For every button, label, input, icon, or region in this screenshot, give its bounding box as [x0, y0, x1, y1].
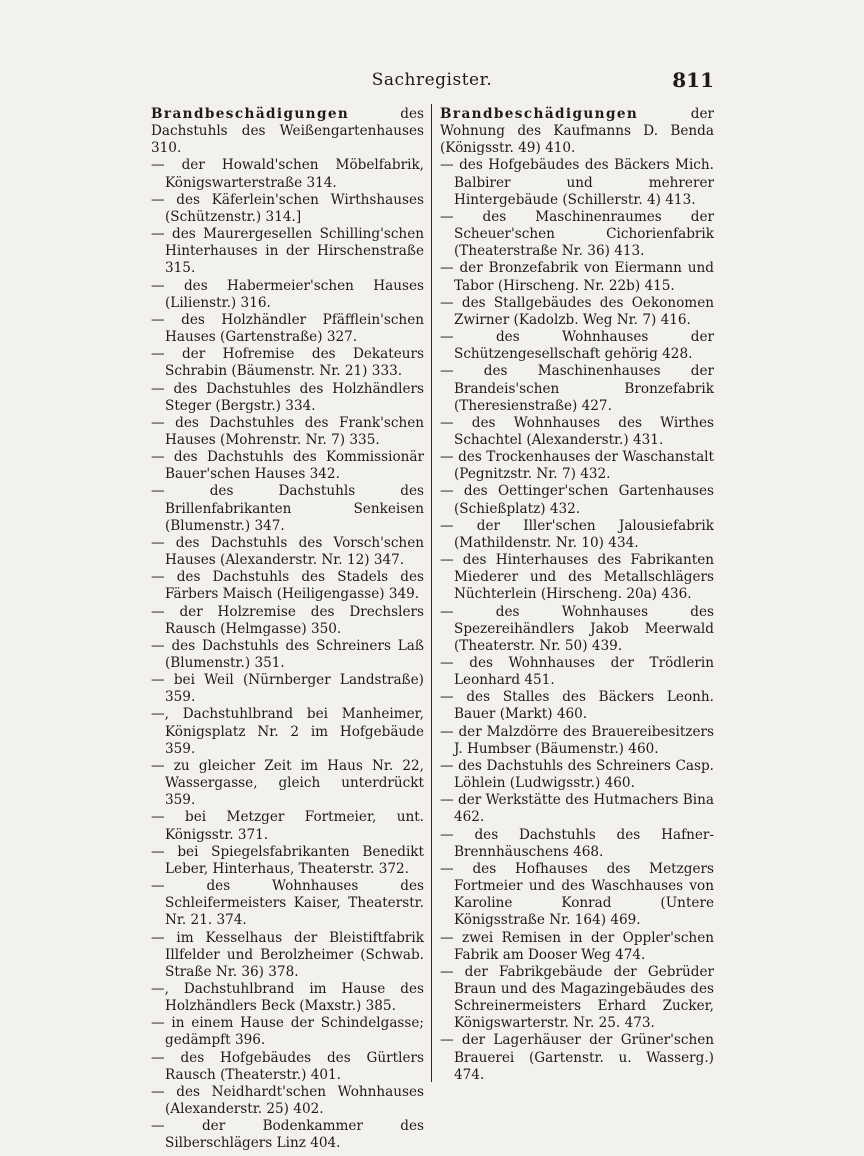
index-entry-text: — des Hofgebäudes des Gürtlers Rausch (Theaterstr.) 401.	[151, 1049, 424, 1083]
right-column	[440, 106, 714, 1084]
index-entry-text: — des Käferlein'schen Wirthshauses (Schützenstr.) 314.]	[151, 191, 424, 225]
index-entry-text: — im Kesselhaus der Bleistiftfabrik Illfelder und Berolzheimer (Schwab. Straße Nr. 36) 378.	[151, 929, 424, 980]
column-divider	[431, 104, 432, 1082]
index-heading-entry	[440, 106, 714, 157]
index-entry-text: — des Dachstuhls des Hafner-Brennhäuschens 468.	[440, 826, 714, 860]
index-sub-entry	[151, 346, 424, 380]
index-sub-entry	[151, 1084, 424, 1118]
index-entry-text: — bei Metzger Fortmeier, unt. Königsstr. 371.	[151, 809, 424, 843]
index-entry-text: — des Wohnhauses der Schützengesellschaft gehörig 428.	[440, 329, 714, 363]
index-entry-text: — des Stallgebäudes des Oekonomen Zwirner (Kadolzb. Weg Nr. 7) 416.	[440, 294, 714, 328]
index-entry-text: — des Neidhardt'schen Wohnhauses (Alexanderstr. 25) 402.	[151, 1083, 424, 1118]
index-sub-entry	[151, 706, 424, 757]
index-sub-entry	[440, 518, 714, 552]
index-entry-text: — des Maschinenraumes der Scheuer'schen Cichorienfabrik (Theaterstraße Nr. 36) 413.	[440, 208, 714, 260]
index-entry-text: — der Bronzefabrik von Eiermann und Tabor (Hirscheng. Nr. 22b) 415.	[440, 260, 714, 294]
index-sub-entry	[440, 1032, 714, 1083]
index-entry-text: — der Iller'schen Jalousiefabrik (Mathildenstr. Nr. 10) 434.	[440, 517, 714, 551]
index-entry-text: — des Dachstuhls des Schreiners Laß (Blumenstr.) 351.	[151, 637, 424, 671]
index-sub-entry	[151, 157, 424, 191]
index-entry-text: — in einem Hause der Schindelgasse; gedämpft 396.	[151, 1015, 424, 1049]
index-entry-text: — des Wohnhauses des Wirthes Schachtel (Alexanderstr.) 431.	[440, 414, 714, 448]
index-sub-entry	[440, 552, 714, 603]
index-sub-entry	[151, 1050, 424, 1084]
page-title: Sachregister.	[371, 70, 493, 90]
index-sub-entry	[440, 758, 714, 792]
index-sub-entry	[151, 535, 424, 569]
index-entry-text: — der Bodenkammer des Silberschlägers Linz 404.	[151, 1118, 424, 1152]
index-sub-entry	[440, 415, 714, 449]
index-sub-entry	[440, 295, 714, 329]
index-entry-text: — des Stalles des Bäckers Leonh. Bauer (Markt) 460.	[440, 689, 714, 723]
index-sub-entry	[440, 861, 714, 930]
index-sub-entry	[151, 192, 424, 226]
index-sub-entry	[151, 449, 424, 483]
index-entry-text: — zwei Remisen in der Oppler'schen Fabrik am Dooser Weg 474.	[440, 929, 714, 963]
index-entry-text: — des Dachstuhls des Brillenfabrikanten Senkeisen (Blumenstr.) 347.	[151, 483, 424, 534]
page-number: 811	[672, 68, 714, 92]
index-entry-text: — der Werkstätte des Hutmachers Bina 462.	[440, 792, 714, 826]
index-sub-entry	[151, 844, 424, 878]
index-entry-text: — des Dachstuhls des Vorsch'schen Hauses (Alexanderstr. Nr. 12) 347.	[151, 534, 424, 569]
index-sub-entry	[440, 157, 714, 208]
index-entry-text: — des Trockenhauses der Waschanstalt (Pegnitzstr. Nr. 7) 432.	[440, 449, 714, 483]
index-entry-text: — des Holzhändler Pfäfflein'schen Hauses (Gartenstraße) 327.	[151, 311, 424, 346]
index-entry-text: — der Howald'schen Möbelfabrik, Königswarterstraße 314.	[151, 157, 424, 191]
index-entry-text: — des Dachstuhls des Kommissionär Bauer'schen Hauses 342.	[151, 449, 424, 483]
index-sub-entry	[440, 827, 714, 861]
index-entry-text: — des Habermeier'schen Hauses (Lilienstr.) 316.	[151, 277, 424, 311]
index-sub-entry	[151, 638, 424, 672]
index-entry-text: — des Wohnhauses des Spezereihändlers Jakob Meerwald (Theaterstr. Nr. 50) 439.	[440, 603, 714, 654]
index-entry-text: — des Wohnhauses der Trödlerin Leonhard 451.	[440, 655, 714, 689]
index-sub-entry	[151, 758, 424, 809]
index-entry-text: — des Hinterhauses des Fabrikanten Miederer und des Metallschlägers Nüchterlein (Hirscheng. 20a) 436.	[440, 552, 714, 603]
index-sub-entry	[440, 260, 714, 294]
index-sub-entry	[440, 449, 714, 483]
index-sub-entry	[151, 1118, 424, 1152]
index-sub-entry	[151, 930, 424, 981]
index-entry-text: — des Hofgebäudes des Bäckers Mich. Balbirer und mehrerer Hintergebäude (Schillerstr. 4) 413.	[440, 157, 714, 208]
index-sub-entry	[440, 689, 714, 723]
index-sub-entry	[440, 209, 714, 260]
index-sub-entry	[440, 655, 714, 689]
index-sub-entry	[151, 569, 424, 603]
index-entry-text: — der Holzremise des Drechslers Rausch (Helmgasse) 350.	[151, 603, 424, 637]
index-sub-entry	[440, 363, 714, 414]
index-sub-entry	[440, 792, 714, 826]
index-entry-text: — zu gleicher Zeit im Haus Nr. 22, Wassergasse, gleich unterdrückt 359.	[151, 757, 424, 809]
index-sub-entry	[151, 415, 424, 449]
left-column	[151, 106, 424, 1153]
index-entry-text: — des Dachstuhls des Stadels des Färbers Maisch (Heiligengasse) 349.	[151, 569, 424, 603]
index-entry-text: — des Hofhauses des Metzgers Fortmeier und des Waschhauses von Karoline Konrad (Untere Königsstraße Nr. 164) 469.	[440, 860, 714, 929]
index-sub-entry	[440, 483, 714, 517]
index-entry-text: — bei Spiegelsfabrikanten Benedikt Leber, Hinterhaus, Theaterstr. 372.	[151, 843, 424, 877]
index-sub-entry	[440, 930, 714, 964]
index-entry-text: — des Maurergesellen Schilling'schen Hinterhauses in der Hirschenstraße 315.	[151, 226, 424, 277]
index-sub-entry	[151, 981, 424, 1015]
index-entry-text: —, Dachstuhlbrand bei Manheimer, Königsplatz Nr. 2 im Hofgebäude 359.	[151, 706, 424, 757]
index-sub-entry	[151, 1015, 424, 1049]
index-entry-text: — der Malzdörre des Brauereibesitzers J. Humbser (Bäumenstr.) 460.	[440, 723, 714, 757]
index-entry-text: — der Fabrikgebäude der Gebrüder Braun und des Magazingebäudes des Schreinermeisters Erhard Zucker, Königswarterstr. Nr. 25. 473.	[440, 963, 714, 1032]
index-entry-text: —, Dachstuhlbrand im Hause des Holzhändlers Beck (Maxstr.) 385.	[151, 980, 424, 1015]
index-sub-entry	[151, 672, 424, 706]
index-entry-text: — der Lagerhäuser der Grüner'schen Brauerei (Gartenstr. u. Wasserg.) 474.	[440, 1032, 714, 1083]
index-sub-entry	[440, 604, 714, 655]
index-entry-text: des Dachstuhls des Weißengartenhauses 310.	[151, 106, 424, 157]
index-sub-entry	[151, 878, 424, 929]
index-entry-text: — bei Weil (Nürnberger Landstraße) 359.	[151, 672, 424, 706]
index-entry-text: — des Oettinger'schen Gartenhauses (Schießplatz) 432.	[440, 483, 714, 517]
index-entry-text: — des Maschinenhauses der Brandeis'schen Bronzefabrik (Theresienstraße) 427.	[440, 363, 714, 414]
index-entry-text: — des Wohnhauses des Schleifermeisters Kaiser, Theaterstr. Nr. 21. 374.	[151, 878, 424, 929]
index-sub-entry	[151, 483, 424, 534]
index-sub-entry	[151, 226, 424, 277]
index-entry-text: — des Dachstuhles des Holzhändlers Steger (Bergstr.) 334.	[151, 380, 424, 414]
index-entry-text: der Wohnung des Kaufmanns D. Benda (Königsstr. 49) 410.	[440, 106, 714, 157]
index-sub-entry	[151, 809, 424, 843]
running-head	[150, 70, 714, 94]
index-sub-entry	[151, 381, 424, 415]
index-sub-entry	[440, 964, 714, 1033]
index-entry-text: — des Dachstuhls des Schreiners Casp. Löhlein (Ludwigsstr.) 460.	[440, 757, 714, 792]
index-sub-entry	[440, 724, 714, 758]
index-sub-entry	[151, 278, 424, 312]
index-heading-term: Brandbeschädigungen	[151, 106, 350, 122]
index-heading-term: Brandbeschädigungen	[440, 106, 639, 122]
index-entry-text: — der Hofremise des Dekateurs Schrabin (Bäumenstr. Nr. 21) 333.	[151, 346, 424, 380]
index-sub-entry	[151, 604, 424, 638]
index-heading-entry	[151, 106, 424, 157]
index-sub-entry	[151, 312, 424, 346]
index-entry-text: — des Dachstuhles des Frank'schen Hauses (Mohrenstr. Nr. 7) 335.	[151, 414, 424, 448]
index-sub-entry	[440, 329, 714, 363]
